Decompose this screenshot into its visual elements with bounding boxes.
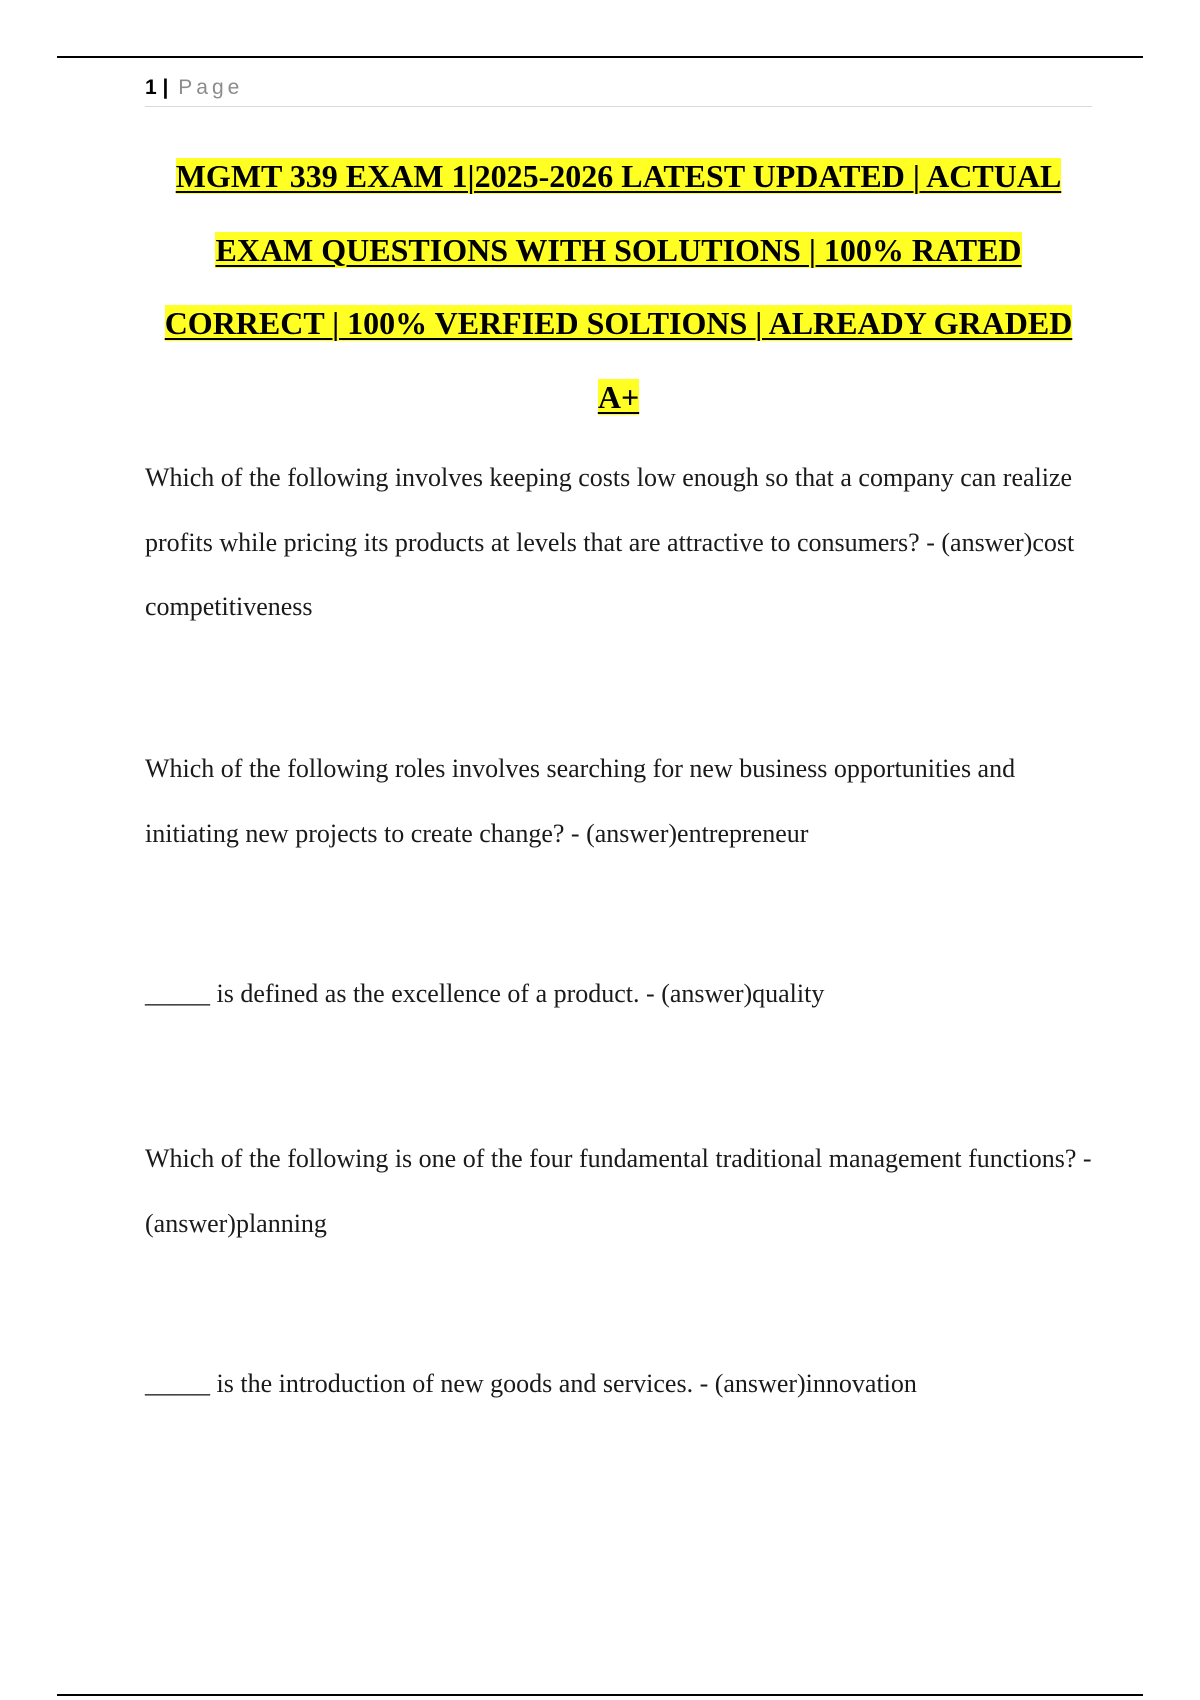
document-title-text: MGMT 339 EXAM 1|2025-2026 LATEST UPDATED | ACTUAL EXAM QUESTIONS WITH SOLUTIONS | 100% RATED CORRECT | 100% VERFIED SOLTIONS | ALREADY GRADED A+ xyxy=(164,158,1073,415)
document-title xyxy=(145,140,1092,434)
bottom-rule xyxy=(57,1694,1143,1696)
page-label: Page xyxy=(178,76,244,99)
top-rule xyxy=(57,56,1143,58)
page-number: 1 xyxy=(145,76,157,99)
question-3: _____ is defined as the excellence of a product. - (answer)quality xyxy=(145,979,825,1008)
page-header xyxy=(145,72,1092,107)
question-4: Which of the following is one of the four fundamental traditional management functions? - (answer)planning xyxy=(145,1144,1092,1238)
question-1: Which of the following involves keeping costs low enough so that a company can realize profits while pricing its products at levels that are attractive to consumers? - (answer)cost competitiveness xyxy=(145,463,1075,621)
page-separator: | xyxy=(162,76,169,99)
question-5: _____ is the introduction of new goods and services. - (answer)innovation xyxy=(145,1369,917,1398)
question-2: Which of the following roles involves searching for new business opportunities and initiating new projects to create change? - (answer)entrepreneur xyxy=(145,754,1016,848)
